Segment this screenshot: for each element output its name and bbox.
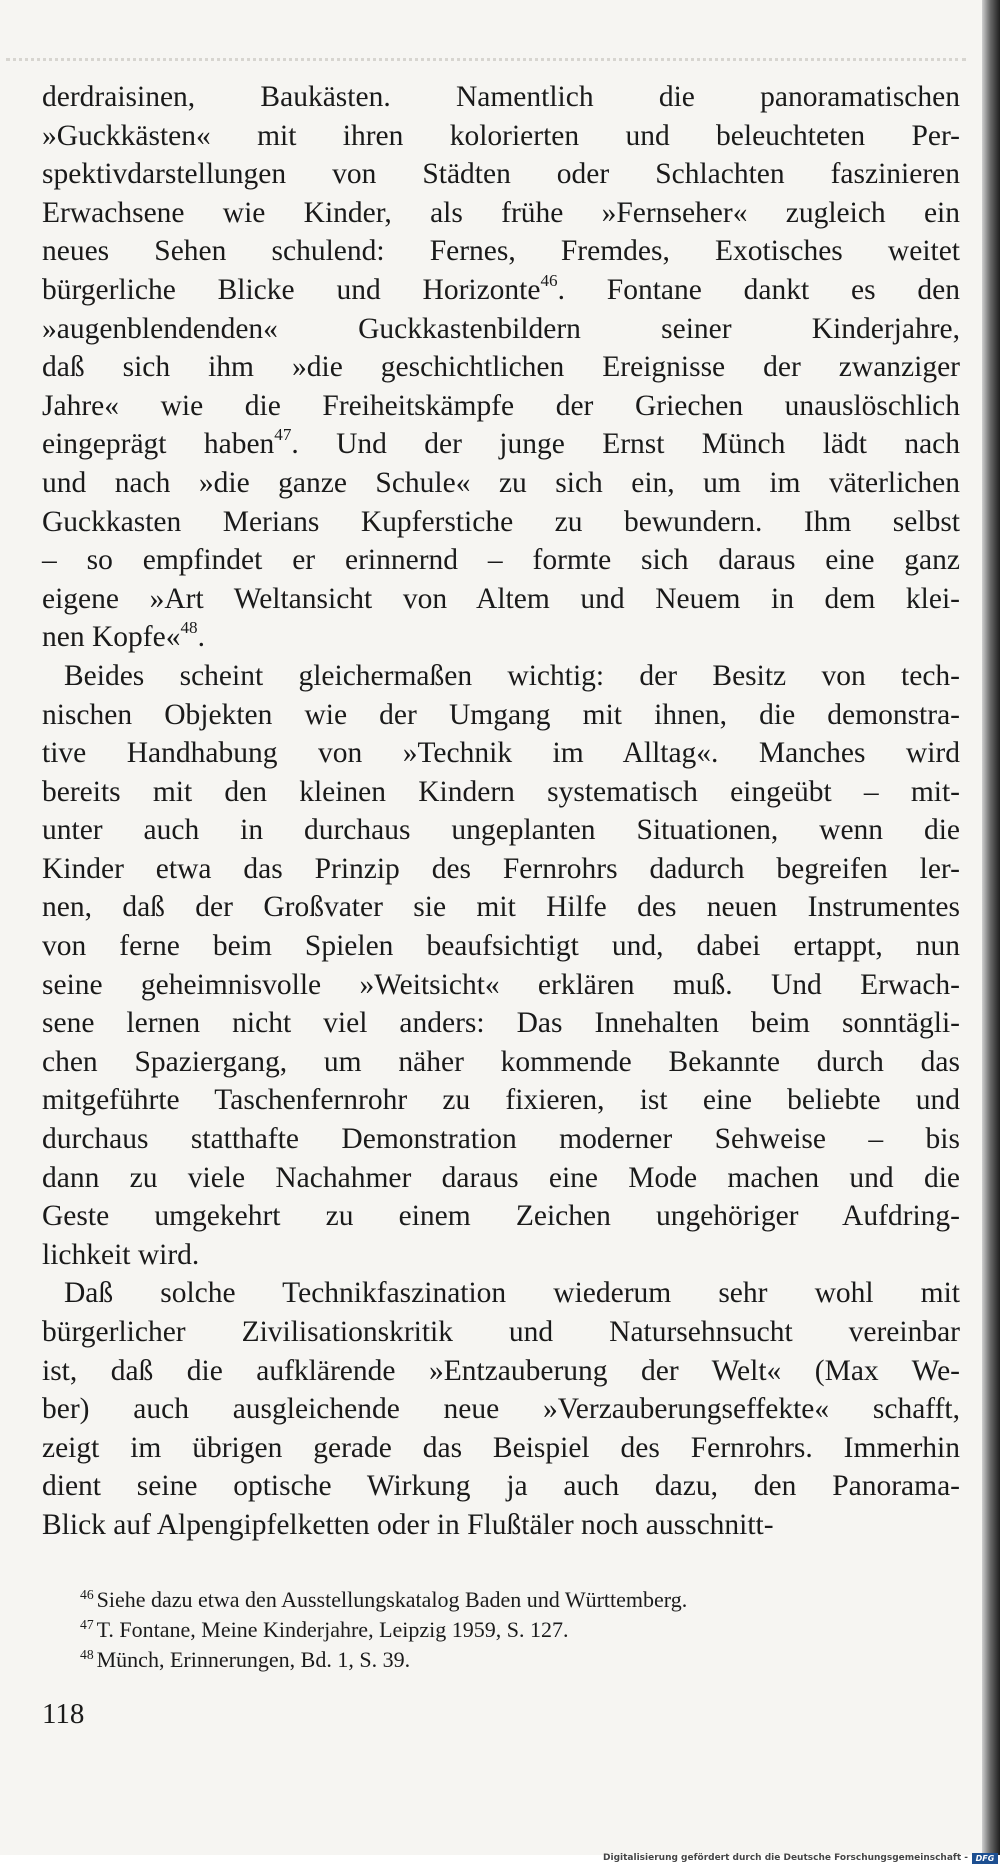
- text-line: von ferne beim Spielen beaufsichtigt und, dabei ertappt, nun: [42, 930, 960, 963]
- text-line: Blick auf Alpengipfelketten oder in Flußtäler noch ausschnitt-: [42, 1508, 774, 1541]
- text-line: mitgeführte Taschenfernrohr zu fixieren, ist eine beliebte und: [42, 1084, 960, 1117]
- text-line: eingeprägt haben$^{47}$. Und der junge Ernst Münch lädt nach: [42, 425, 961, 461]
- footnote-ref: 46: [540, 271, 558, 291]
- text-line: dient seine optische Wirkung ja auch dazu, den Panorama-: [42, 1470, 960, 1503]
- text-line: spektivdarstellungen von Städten oder Schlachten faszinieren: [42, 158, 960, 191]
- text-line: »Guckkästen« mit ihren kolorierten und beleuchteten Per-: [42, 119, 960, 152]
- footnote-text: T. Fontane, Meine Kinderjahre, Leipzig 1959, S. 127.: [96, 1617, 569, 1642]
- dfg-logo-icon: DFG: [972, 1853, 998, 1864]
- text-line: eigene »Art Weltansicht von Altem und Neuem in dem klei-: [42, 582, 960, 615]
- text-line: ber) auch ausgleichende neue »Verzauberungseffekte« schafft,: [42, 1393, 960, 1426]
- digitization-credit: [603, 1850, 1000, 1866]
- credit-text: Digitalisierung gefördert durch die Deutsche Forschungsgemeinschaft -: [603, 1853, 968, 1863]
- text-line: chen Spaziergang, um näher kommende Bekannte durch das: [42, 1045, 960, 1078]
- text-line: zeigt im übrigen gerade das Beispiel des Fernrohrs. Immerhin: [42, 1431, 960, 1464]
- top-dotted-rule: [6, 58, 966, 61]
- footnote-text: Siehe dazu etwa den Ausstellungskatalog Baden und Württemberg.: [96, 1587, 688, 1612]
- paragraph: [42, 1274, 960, 1544]
- page-number: 118: [42, 1698, 85, 1730]
- paragraph: [42, 657, 960, 1275]
- text-line: neues Sehen schulend: Fernes, Fremdes, Exotisches weitet: [42, 235, 960, 268]
- footnotes: [80, 1585, 940, 1675]
- text-line: nen Kopfe«$^{48}$.: [42, 618, 205, 654]
- body-text: [42, 78, 960, 1545]
- footnote-number: 47: [80, 1616, 94, 1632]
- text-line: sene lernen nicht viel anders: Das Innehalten beim sonntägli-: [42, 1007, 960, 1040]
- text-line: nischen Objekten wie der Umgang mit ihnen, die demonstra-: [42, 698, 960, 731]
- text-line: Geste umgekehrt zu einem Zeichen ungehöriger Aufdring-: [42, 1200, 960, 1233]
- footnote-number: 48: [80, 1646, 94, 1662]
- text-line: bürgerlicher Zivilisationskritik und Natursehnsucht vereinbar: [42, 1316, 960, 1348]
- text-line: »augenblendenden« Guckkastenbildern seiner Kinderjahre,: [42, 312, 960, 345]
- footnote-47: [80, 1615, 940, 1645]
- footnote-number: 46: [80, 1586, 94, 1602]
- text-line: Erwachsene wie Kinder, als frühe »Fernseher« zugleich ein: [42, 196, 960, 229]
- text-line: seine geheimnisvolle »Weitsicht« erklären muß. Und Erwach-: [42, 968, 960, 1001]
- text-line: – so empfindet er erinnernd – formte sich daraus eine ganz: [42, 544, 960, 577]
- text-line: daß sich ihm »die geschichtlichen Ereignisse der zwanziger: [42, 351, 960, 384]
- text-line: nen, daß der Großvater sie mit Hilfe des neuen Instrumentes: [42, 891, 960, 924]
- footnote-text: Münch, Erinnerungen, Bd. 1, S. 39.: [96, 1647, 411, 1672]
- text-line: durchaus statthafte Demonstration moderner Sehweise – bis: [42, 1123, 960, 1156]
- text-line: lichkeit wird.: [42, 1238, 200, 1271]
- text-line: Daß solche Technikfaszination wiederum sehr wohl mit: [64, 1277, 960, 1310]
- text-line: tive Handhabung von »Technik im Alltag«. Manches wird: [42, 737, 960, 770]
- paragraph: [42, 78, 960, 657]
- text-line: und nach »die ganze Schule« zu sich ein, um im väterlichen: [42, 466, 960, 499]
- text-line: Guckkasten Merians Kupferstiche zu bewundern. Ihm selbst: [42, 505, 960, 538]
- text-line: bürgerliche Blicke und Horizonte$^{46}$. Fontane dankt es den: [42, 271, 961, 306]
- text-line: dann zu viele Nachahmer daraus eine Mode machen und die: [42, 1161, 960, 1194]
- footnote-48: [80, 1645, 940, 1675]
- text-line: derdraisinen, Baukästen. Namentlich die panoramatischen: [42, 81, 960, 113]
- footnote-ref: 48: [180, 618, 198, 638]
- page-edge-shadow: [982, 0, 1000, 1855]
- footnote-46: [80, 1585, 940, 1615]
- text-line: Kinder etwa das Prinzip des Fernrohrs dadurch begreifen ler-: [42, 852, 960, 885]
- text-line: Beides scheint gleichermaßen wichtig: der Besitz von tech-: [64, 659, 960, 692]
- text-line: ist, daß die aufklärende »Entzauberung der Welt« (Max We-: [42, 1354, 960, 1387]
- text-line: unter auch in durchaus ungeplanten Situationen, wenn die: [42, 814, 960, 847]
- text-line: Jahre« wie die Freiheitskämpfe der Griechen unauslöschlich: [42, 389, 960, 422]
- footnote-ref: 47: [274, 425, 292, 445]
- text-line: bereits mit den kleinen Kindern systematisch eingeübt – mit-: [42, 775, 960, 808]
